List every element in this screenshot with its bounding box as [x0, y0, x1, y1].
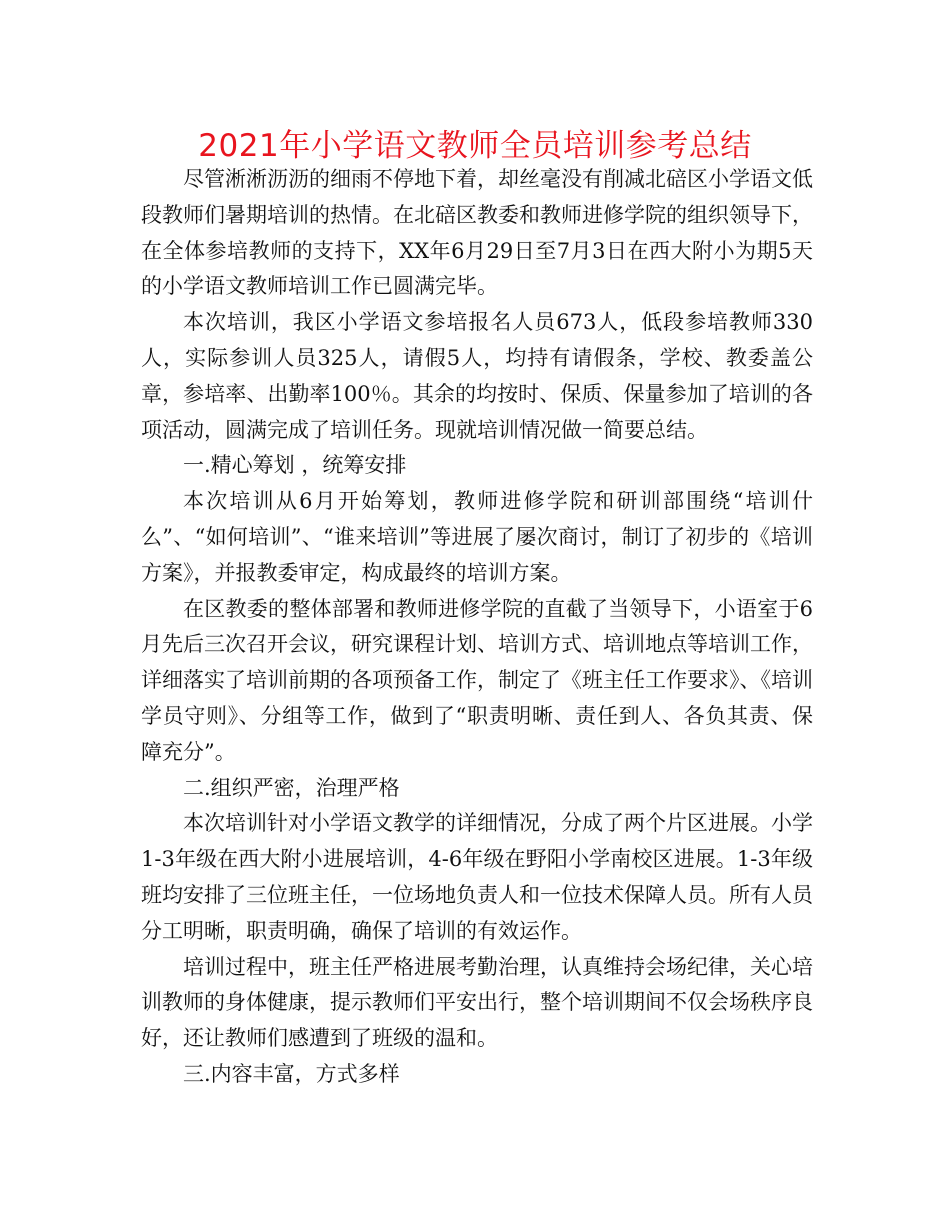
document-body — [141, 162, 813, 1093]
paragraph-organization: 本次培训针对小学语文教学的详细情况，分成了两个片区进展。小学1-3年级在西大附小进展培训，4-6年级在野阳小学南校区进展。1-3年级班均安排了三位班主任，一位场地负责人和一位技术保障人员。所有人员分工明晰，职责明确，确保了培训的有效运作。 — [141, 811, 813, 943]
section-heading-1: 一.精心筹划 ，统筹安排 — [183, 453, 407, 478]
paragraph-planning: 本次培训从6月开始筹划，教师进修学院和研训部围绕“培训什么”、“如何培训”、“谁来培训”等进展了屡次商讨，制订了初步的《培训方案》，并报教委审定，构成最终的培训方案。 — [141, 489, 813, 585]
paragraph-meetings: 在区教委的整体部署和教师进修学院的直截了当领导下，小语室于6月先后三次召开会议，研究课程计划、培训方式、培训地点等培训工作，详细落实了培训前期的各项预备工作，制定了《班主任工作要求》、《培训学员守则》、分组等工作，做到了“职责明晰、责任到人、各负其责、保障充分”。 — [141, 596, 813, 764]
paragraph-management: 培训过程中，班主任严格进展考勤治理，认真维持会场纪律，关心培训教师的身体健康，提示教师们平安出行，整个培训期间不仅会场秩序良好，还让教师们感遭到了班级的温和。 — [141, 954, 813, 1051]
paragraph-attendance: 本次培训，我区小学语文参培报名人员673人，低段参培教师330人，实际参训人员325人，请假5人，均持有请假条，学校、教委盖公章，参培率、出勤率100％。其余的均按时、保质、保量参加了培训的各项活动，圆满完成了培训任务。现就培训情况做一简要总结。 — [141, 310, 813, 442]
section-heading-2: 二.组织严密，治理严格 — [183, 775, 400, 800]
section-heading-3: 三.内容丰富，方式多样 — [183, 1061, 400, 1086]
paragraph-intro: 尽管淅淅沥沥的细雨不停地下着，却丝毫没有削减北碚区小学语文低段教师们暑期培训的热情。在北碚区教委和教师进修学院的组织领导下，在全体参培教师的支持下，XX年6月29日至7月3日在西大附小为期5天的小学语文教师培训工作已圆满完毕。 — [141, 167, 813, 299]
document-title: 2021年小学语文教师全员培训参考总结 — [198, 128, 752, 164]
